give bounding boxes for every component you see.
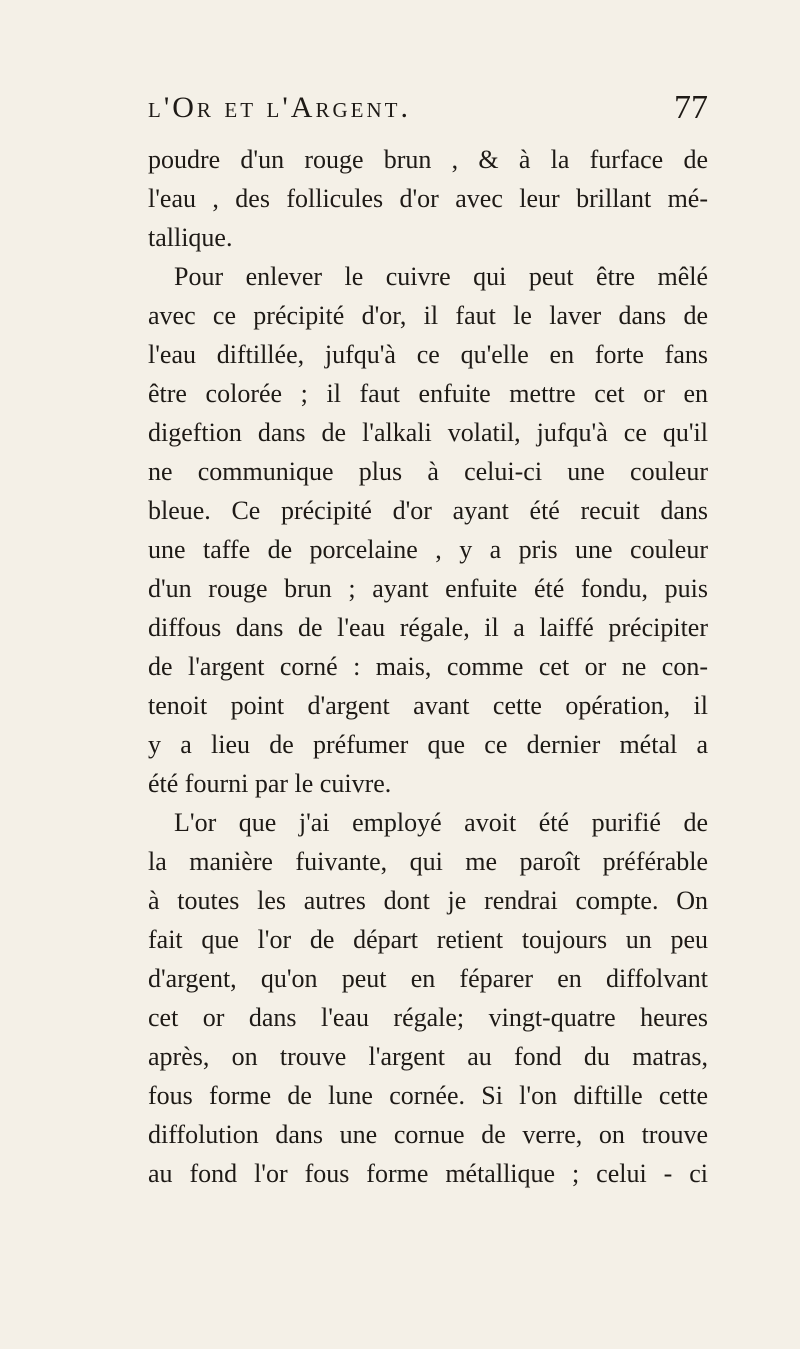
text-line: poudre d'un rouge brun , & à la furface de (148, 145, 708, 174)
text-line: l'eau diftillée, jufqu'à ce qu'elle en forte fans (148, 340, 708, 369)
text-line: ne communique plus à celui-ci une couleur (148, 457, 708, 486)
page-number: 77 (674, 89, 708, 126)
text-line: diffous dans de l'eau régale, il a laiffé précipiter (148, 613, 708, 642)
text-line: à toutes les autres dont je rendrai compte. On (148, 886, 708, 915)
text-line: été fourni par le cuivre. (148, 769, 392, 798)
text-line: d'argent, qu'on peut en féparer en diffolvant (148, 964, 708, 993)
text-line: la manière fuivante, qui me paroît préférable (148, 847, 708, 876)
text-line: de l'argent corné : mais, comme cet or ne con- (148, 652, 708, 681)
text-line: L'or que j'ai employé avoit été purifié de (174, 808, 708, 837)
text-line: cet or dans l'eau régale; vingt-quatre heures (148, 1003, 708, 1032)
text-line: être colorée ; il faut enfuite mettre cet or en (148, 379, 708, 408)
text-line: une taffe de porcelaine , y a pris une couleur (148, 535, 708, 564)
text-line: digeftion dans de l'alkali volatil, jufqu'à ce qu'il (148, 418, 708, 447)
text-line: après, on trouve l'argent au fond du matras, (148, 1042, 708, 1071)
text-line: diffolution dans une cornue de verre, on trouve (148, 1120, 708, 1149)
text-line: d'un rouge brun ; ayant enfuite été fondu, puis (148, 574, 708, 603)
body-text (148, 140, 708, 1193)
text-line: au fond l'or fous forme métallique ; celui - ci (148, 1159, 708, 1188)
text-line: bleue. Ce précipité d'or ayant été recuit dans (148, 496, 708, 525)
text-line: tallique. (148, 223, 233, 252)
text-line: fous forme de lune cornée. Si l'on diftille cette (148, 1081, 708, 1110)
text-line: fait que l'or de départ retient toujours un peu (148, 925, 708, 954)
running-head (148, 86, 708, 130)
text-line: avec ce précipité d'or, il faut le laver dans de (148, 301, 708, 330)
running-title: l'Or et l'Argent. (148, 91, 411, 124)
text-line: tenoit point d'argent avant cette opération, il (148, 691, 708, 720)
text-line: Pour enlever le cuivre qui peut être mêlé (174, 262, 708, 291)
text-line: y a lieu de préfumer que ce dernier métal a (148, 730, 708, 759)
text-line: l'eau , des follicules d'or avec leur brillant mé- (148, 184, 708, 213)
